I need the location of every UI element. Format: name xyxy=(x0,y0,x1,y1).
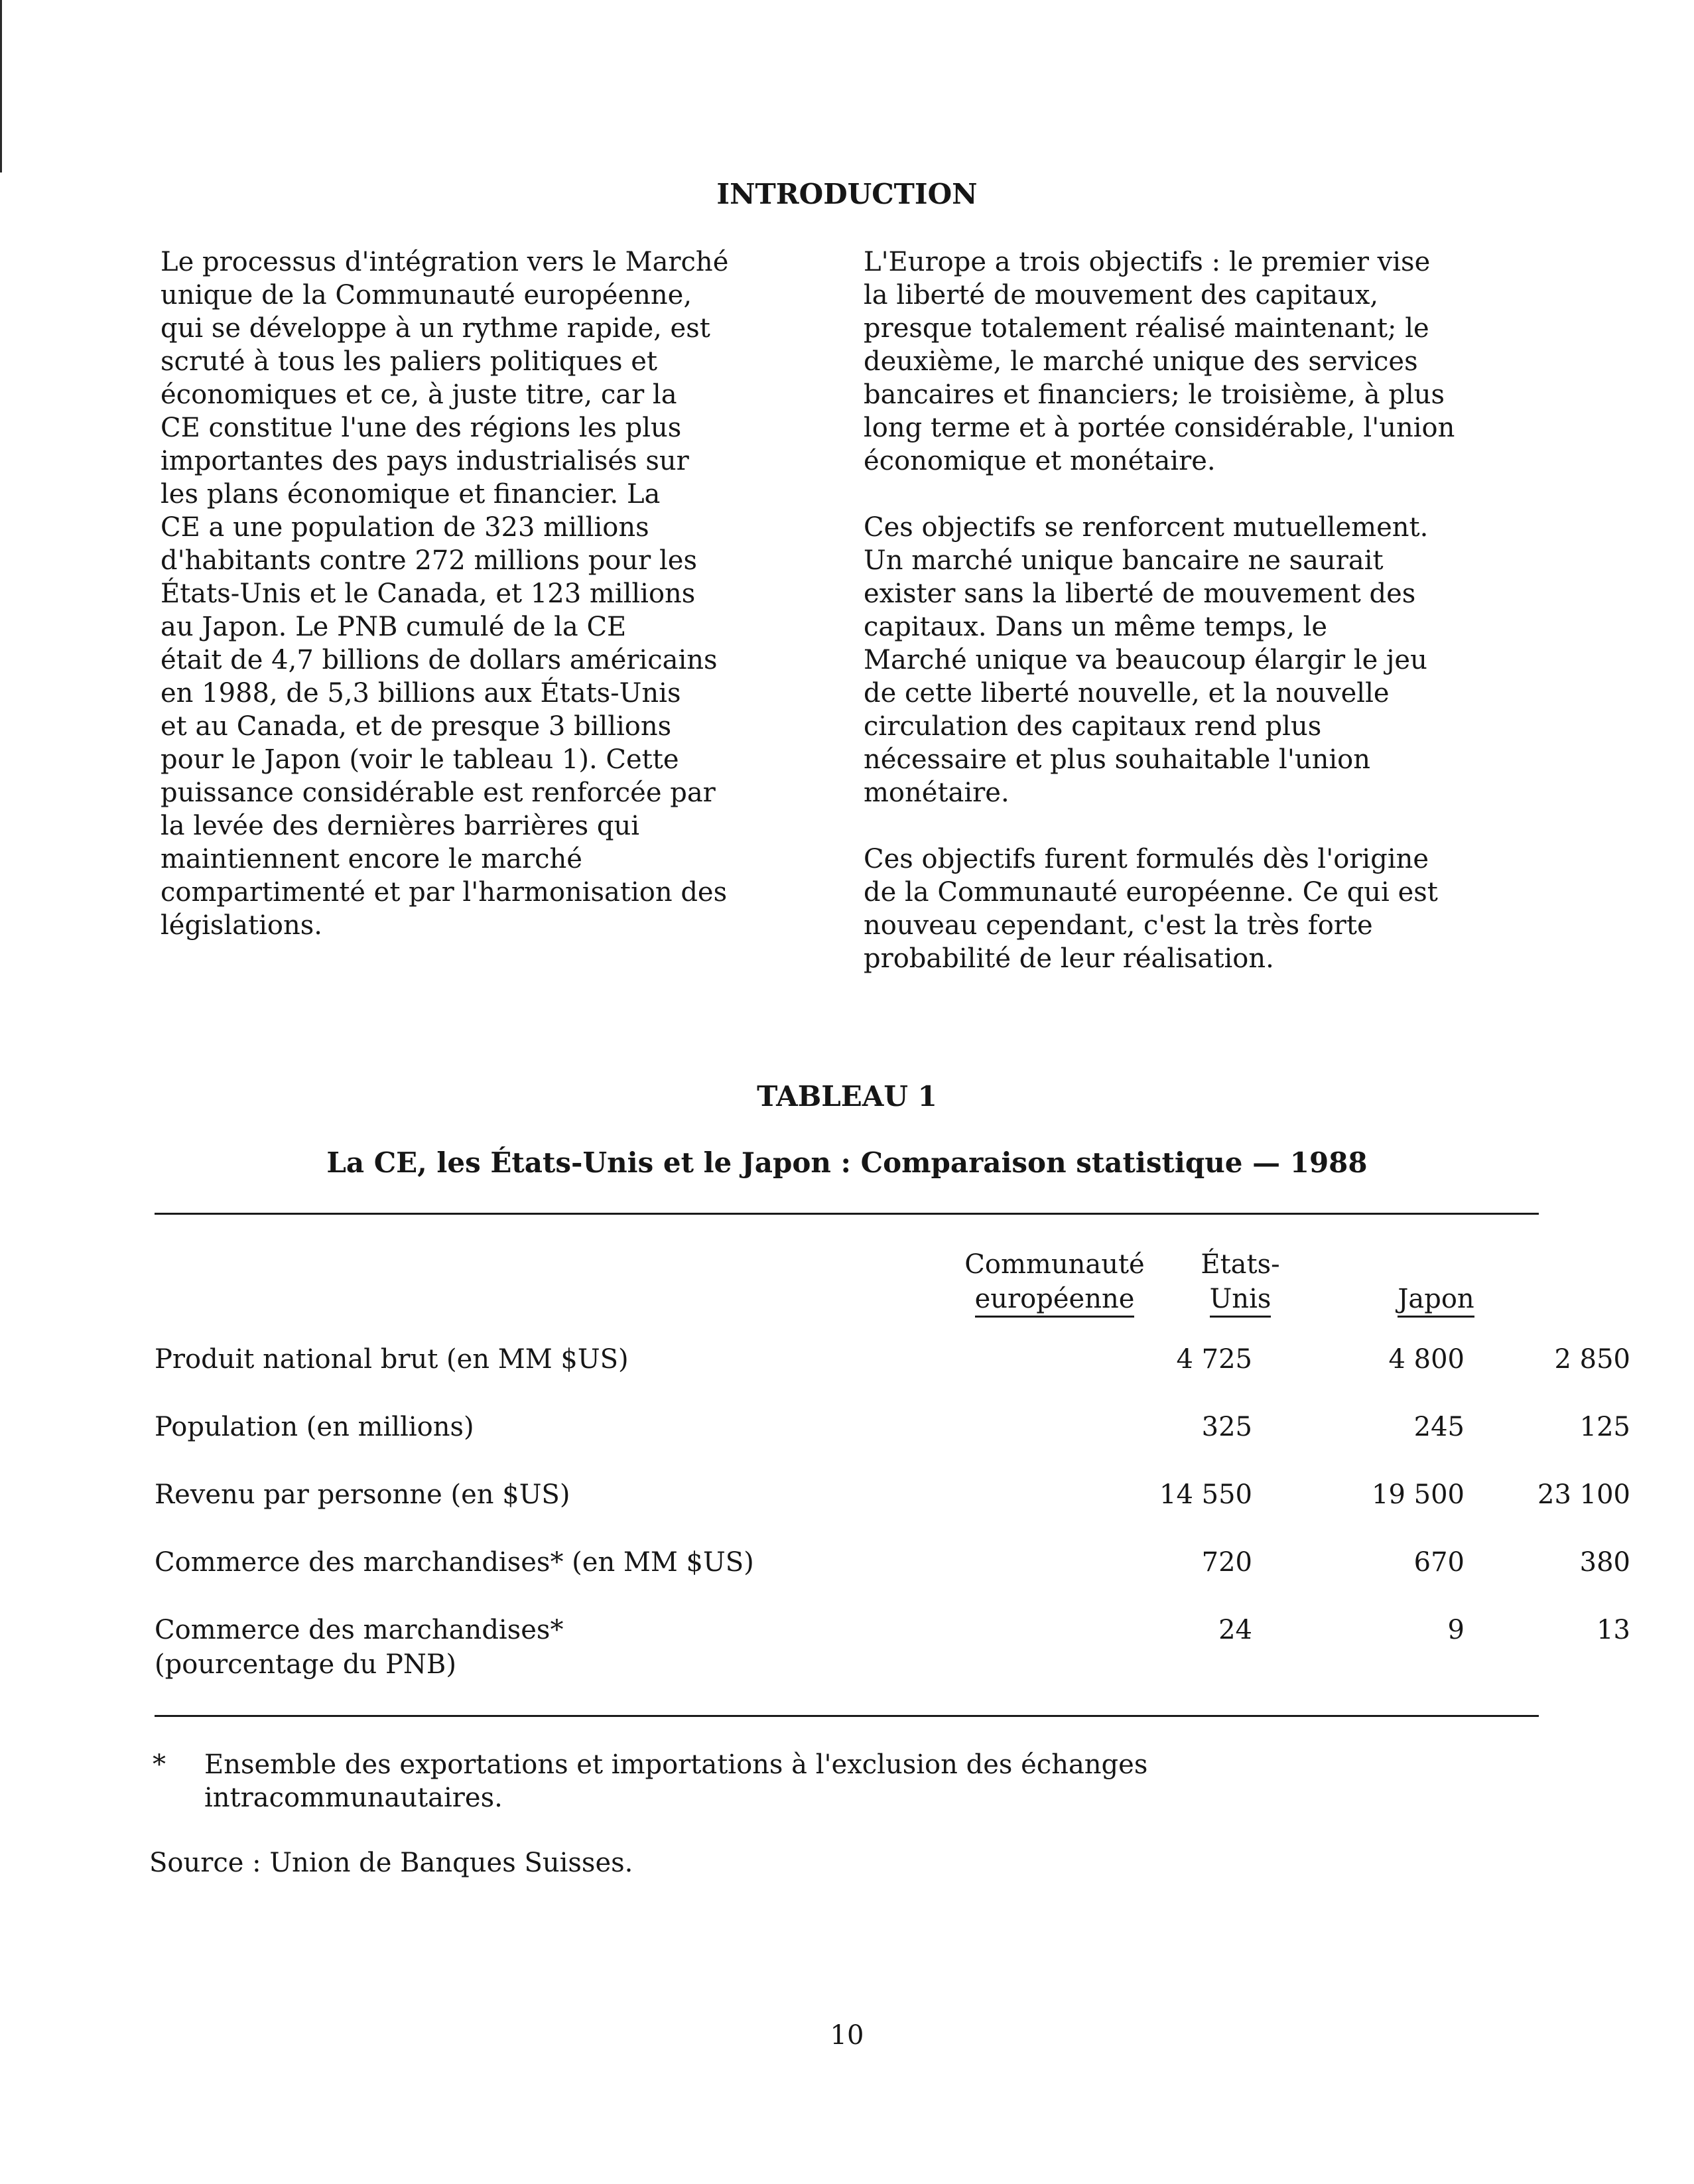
cell-ce: 14 550 xyxy=(1159,1479,1252,1510)
cell-ce: 325 xyxy=(1201,1412,1252,1442)
table-title: TABLEAU 1 xyxy=(757,1080,937,1113)
table-bottom-rule xyxy=(155,1715,1539,1717)
cell-japan: 23 100 xyxy=(1537,1479,1630,1510)
cell-ce: 720 xyxy=(1201,1547,1252,1578)
cell-japan: 380 xyxy=(1579,1547,1630,1578)
column-header-line: Communauté xyxy=(964,1249,1145,1280)
cell-ce: 4 725 xyxy=(1176,1344,1252,1375)
column-header-ce xyxy=(929,1247,1181,1316)
column-header-line: européenne xyxy=(975,1284,1135,1318)
intro-left-column xyxy=(161,245,864,975)
page-number: 10 xyxy=(830,2020,864,2051)
row-label: Commerce des marchandises* (pourcentage du PNB) xyxy=(155,1615,564,1680)
column-header-japan xyxy=(1366,1282,1506,1316)
footnote-marker: * xyxy=(153,1749,166,1780)
row-label: Population (en millions) xyxy=(155,1412,474,1442)
column-header-us xyxy=(1174,1247,1307,1316)
row-label: Produit national brut (en MM $US) xyxy=(155,1344,629,1375)
intro-paragraph: Ces objectifs se renforcent mutuellement. Un marché unique bancaire ne saurait exister sans la liberté de mouvement des capitaux. Dans un même temps, le Marché unique va beaucoup élargir le jeu de cette liberté nouvelle, et la nouvelle circulation des capitaux rend plus nécessaire et plus souhaitable l'union monétaire. xyxy=(864,512,1429,808)
cell-japan: 2 850 xyxy=(1554,1344,1630,1375)
intro-right-column xyxy=(864,245,1567,1008)
intro-paragraph: L'Europe a trois objectifs : le premier vise la liberté de mouvement des capitaux, presque totalement réalisé maintenant; le deuxième, le marché unique des services bancaires et financiers; le troisième, à plus long terme et à portée considérable, l'union économique et monétaire. xyxy=(864,247,1455,476)
row-label: Revenu par personne (en $US) xyxy=(155,1479,570,1510)
cell-us: 4 800 xyxy=(1388,1344,1465,1375)
table-top-rule xyxy=(155,1213,1539,1215)
cell-japan: 13 xyxy=(1596,1615,1630,1645)
cell-us: 19 500 xyxy=(1372,1479,1465,1510)
column-header-line: États- xyxy=(1201,1249,1280,1280)
intro-paragraph: Ces objectifs furent formulés dès l'origine de la Communauté européenne. Ce qui est nouveau cependant, c'est la très forte probabilité de leur réalisation. xyxy=(864,844,1438,974)
cell-us: 670 xyxy=(1413,1547,1465,1578)
cell-ce: 24 xyxy=(1218,1615,1252,1645)
row-label: Commerce des marchandises* (en MM $US) xyxy=(155,1547,754,1578)
cell-us: 245 xyxy=(1413,1412,1465,1442)
table-footnote: Ensemble des exportations et importations à l'exclusion des échanges intracommunautaires. xyxy=(204,1749,1148,1813)
table-caption: La CE, les États-Unis et le Japon : Comparaison statistique — 1988 xyxy=(326,1146,1368,1179)
cell-us: 9 xyxy=(1447,1615,1465,1645)
scan-edge-mark xyxy=(0,0,2,172)
table-source: Source : Union de Banques Suisses. xyxy=(149,1848,633,1878)
column-header-line: Unis xyxy=(1210,1284,1271,1318)
cell-japan: 125 xyxy=(1579,1412,1630,1442)
column-header-line: Japon xyxy=(1398,1284,1474,1318)
intro-paragraph: Le processus d'intégration vers le Marché unique de la Communauté européenne, qui se développe à un rythme rapide, est scruté à tous les paliers politiques et économiques et ce, à juste titre, car la CE constitue l'une des régions les plus importantes des pays industrialisés sur les plans économique et financier. La CE a une population de 323 millions d'habitants contre 272 millions pour les États-Unis et le Canada, et 123 millions au Japon. Le PNB cumulé de la CE était de 4,7 billions de dollars américains en 1988, de 5,3 billions aux États-Unis et au Canada, et de presque 3 billions pour le Japon (voir le tableau 1). Cette puissance considérable est renforcée par la levée des dernières barrières qui maintiennent encore le marché compartimenté et par l'harmonisation des législations. xyxy=(161,247,729,941)
intro-title: INTRODUCTION xyxy=(716,178,978,210)
